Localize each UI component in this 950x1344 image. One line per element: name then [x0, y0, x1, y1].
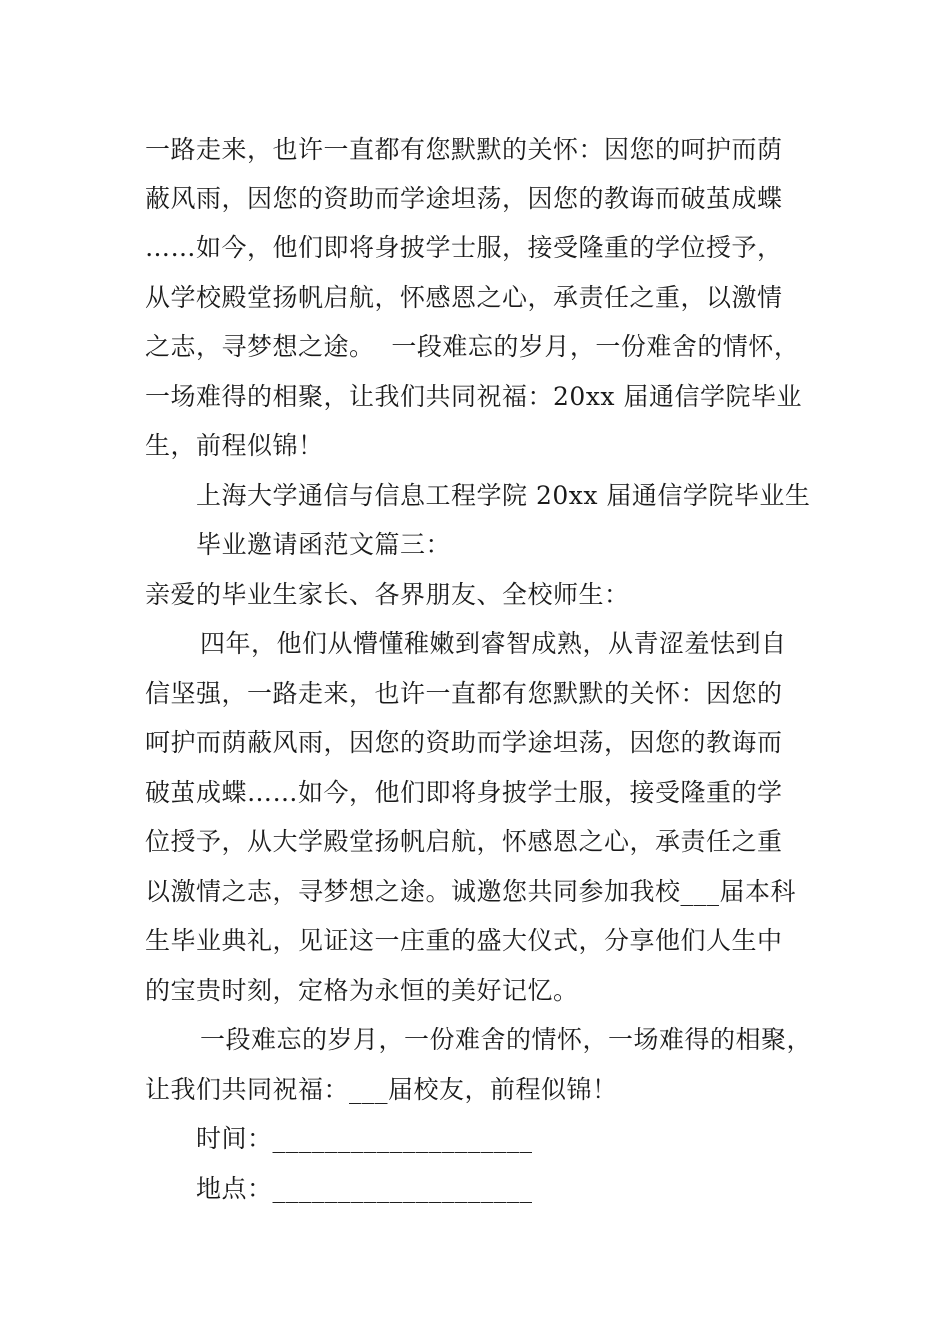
- paragraph-line: 信坚强，一路走来，也许一直都有您默默的关怀：因您的: [145, 679, 783, 708]
- paragraph-line: 一段难忘的岁月，一份难舍的情怀，一场难得的相聚，: [200, 1025, 813, 1054]
- section-heading: 毕业邀请函范文篇三：: [196, 530, 452, 559]
- paragraph-line: 生毕业典礼，见证这一庄重的盛大仪式，分享他们人生中: [145, 926, 783, 955]
- body-text-line: 从学校殿堂扬帆启航，怀感恩之心，承责任之重，以激情: [145, 283, 783, 312]
- paragraph-line: 呵护而荫蔽风雨，因您的资助而学途坦荡，因您的教诲而: [145, 728, 783, 757]
- location-field-line: 地点：____________________: [196, 1174, 533, 1203]
- paragraph-line: 四年，他们从懵懂稚嫩到睿智成熟，从青涩羞怯到自: [200, 629, 787, 658]
- body-text-line: 蔽风雨，因您的资助而学途坦荡，因您的教诲而破茧成蝶: [145, 184, 783, 213]
- paragraph-line: 破茧成蝶……如今，他们即将身披学士服，接受隆重的学: [145, 778, 783, 807]
- paragraph-line: 以激情之志，寻梦想之途。诚邀您共同参加我校___届本科: [145, 877, 797, 906]
- signature-line: 上海大学通信与信息工程学院 20xx 届通信学院毕业生: [196, 481, 811, 510]
- body-text-line: 一场难得的相聚，让我们共同祝福：20xx 届通信学院毕业: [145, 382, 802, 411]
- body-text-line: 生，前程似锦！: [145, 431, 324, 460]
- paragraph-line: 位授予，从大学殿堂扬帆启航，怀感恩之心，承责任之重: [145, 827, 783, 856]
- salutation: 亲爱的毕业生家长、各界朋友、全校师生：: [145, 580, 630, 609]
- time-field-line: 时间：____________________: [196, 1124, 533, 1153]
- body-text-line: ……如今，他们即将身披学士服，接受隆重的学位授予，: [145, 233, 783, 262]
- body-text-line: 一路走来，也许一直都有您默默的关怀：因您的呵护而荫: [145, 135, 783, 164]
- body-text-line: 之志，寻梦想之途。 一段难忘的岁月，一份难舍的情怀，: [145, 332, 800, 361]
- paragraph-line: 让我们共同祝福：___届校友，前程似锦！: [145, 1075, 618, 1104]
- paragraph-line: 的宝贵时刻，定格为永恒的美好记忆。: [145, 976, 579, 1005]
